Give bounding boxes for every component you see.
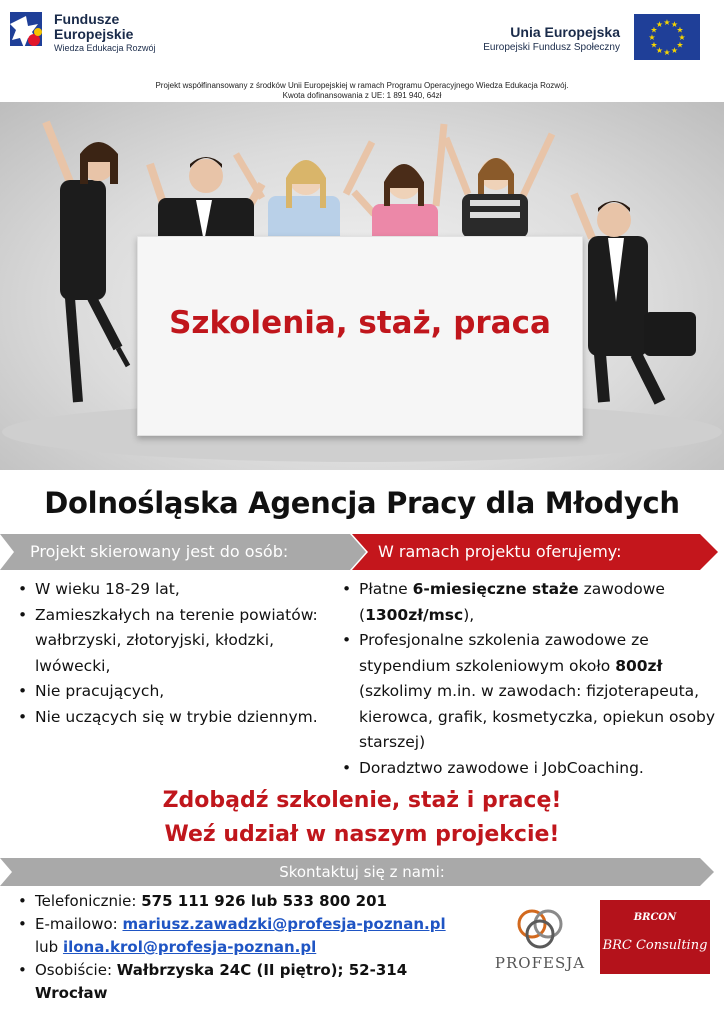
bullet-icon: • xyxy=(18,915,27,933)
bullet-icon: • xyxy=(18,892,27,910)
contact-email: • E-mailowo: mariusz.zawadzki@profesja-poznan.pl lub ilona.krol@profesja-poznan.pl xyxy=(18,915,446,956)
cta-line-2: Weź udział w naszym projekcie! xyxy=(164,822,560,847)
eu-star: ★ xyxy=(663,18,671,27)
bullet-icon: • xyxy=(18,961,27,979)
banner-headline: Szkolenia, staż, praca xyxy=(169,305,551,341)
eu-star: ★ xyxy=(670,20,679,30)
bullet-icon: • xyxy=(18,580,28,598)
band-left-label: Projekt skierowany jest do osób: xyxy=(30,542,289,561)
person-6 xyxy=(574,194,696,402)
cofinancing-note xyxy=(0,81,724,101)
eu-star: ★ xyxy=(655,20,664,30)
contact-band xyxy=(0,858,724,886)
eu-subtitle: Europejski Fundusz Społeczny xyxy=(483,42,620,53)
email-link-2[interactable]: ilona.krol@profesja-poznan.pl xyxy=(62,938,317,956)
eu-star: ★ xyxy=(670,45,679,55)
person-1 xyxy=(46,122,128,402)
section-band xyxy=(0,534,724,570)
person-3 xyxy=(236,142,372,246)
bullet-icon: • xyxy=(18,605,28,624)
eu-star: ★ xyxy=(648,33,656,42)
list-item: • W wieku 18-29 lat, xyxy=(14,577,334,603)
bullet-icon: • xyxy=(18,682,28,700)
list-item: • Nie uczących się w trybie dziennym. xyxy=(14,705,334,731)
person-5 xyxy=(446,134,552,238)
contact-phone: • Telefonicznie: 575 111 926 lub 533 800 201 xyxy=(14,890,484,913)
profesja-wordmark: PROFESJA xyxy=(494,954,586,972)
fe-title-line1: Fundusze xyxy=(54,11,120,27)
eu-star: ★ xyxy=(676,25,684,35)
brc-top-text: BRCON xyxy=(633,912,677,923)
target-group-list xyxy=(14,577,334,730)
fe-subtitle: Wiedza Edukacja Rozwój xyxy=(54,43,156,53)
list-item: • Zamieszkałych na terenie powiatów: wałbrzyski, złotoryjski, kłodzki, lwówecki, xyxy=(14,603,334,680)
contact-list xyxy=(14,890,484,1005)
cofinancing-line-2: Kwota dofinansowania z UE: 1 891 940, 64zł xyxy=(282,91,442,100)
cta-line-1: Zdobądź szkolenie, staż i pracę! xyxy=(162,788,562,813)
eu-text-block xyxy=(483,24,620,53)
bullet-icon: • xyxy=(342,580,352,598)
eu-star: ★ xyxy=(650,25,658,35)
profesja-rings-icon xyxy=(492,900,588,956)
header xyxy=(0,0,724,78)
fundusze-europejskie-logo xyxy=(8,10,208,66)
eu-star: ★ xyxy=(650,40,658,50)
list-item: • Doradztwo zawodowe i JobCoaching. xyxy=(338,756,716,782)
page-title: Dolnośląska Agencja Pracy dla Młodych xyxy=(44,486,680,520)
fe-star-icon xyxy=(8,10,48,54)
eu-flag-icon xyxy=(634,14,700,60)
band-right-label: W ramach projektu oferujemy: xyxy=(378,542,622,561)
eu-title: Unia Europejska xyxy=(510,24,620,40)
contact-address: • Osobiście: Wałbrzyska 24C (II piętro); 52-314 Wrocław xyxy=(18,961,408,1002)
cofinancing-line-1: Projekt współfinansowany z środków Unii Europejskiej w ramach Programu Operacyjnego Wiedza Edukacja Rozwój. xyxy=(155,81,569,90)
profesja-logo xyxy=(492,900,588,990)
hero-banner xyxy=(0,102,724,470)
eu-star: ★ xyxy=(655,45,664,55)
bullet-icon: • xyxy=(18,707,28,726)
list-item: • Profesjonalne szkolenia zawodowe ze stypendium szkoleniowym około 800zł (szkolimy m.in. w zawodach: fizjoterapeuta, kierowca, grafik, kosmetyczka, opiekun osoby starszej) xyxy=(338,628,716,756)
eu-star: ★ xyxy=(663,48,671,57)
person-4 xyxy=(354,124,444,244)
brc-consulting-logo xyxy=(600,900,710,974)
bullet-icon: • xyxy=(342,631,352,649)
fe-title-line2: Europejskie xyxy=(54,26,134,42)
banner-board xyxy=(137,236,583,436)
eu-star: ★ xyxy=(678,33,686,42)
list-item: • Płatne 6-miesięczne staże zawodowe (1300zł/msc), xyxy=(338,577,716,628)
address-value: Wałbrzyska 24C (II piętro); 52-314 Wrocław xyxy=(35,961,408,1002)
brc-bottom-text: BRC Consulting xyxy=(602,938,708,953)
eu-star: ★ xyxy=(676,40,684,50)
contact-band-label: Skontaktuj się z nami: xyxy=(279,863,445,881)
offer-list xyxy=(338,577,716,781)
phone-numbers[interactable]: 575 111 926 lub 533 800 201 xyxy=(141,892,387,910)
bullet-icon: • xyxy=(342,758,352,777)
email-link-1[interactable]: mariusz.zawadzki@profesja-poznan.pl xyxy=(122,915,446,933)
list-item: • Nie pracujących, xyxy=(14,679,334,705)
